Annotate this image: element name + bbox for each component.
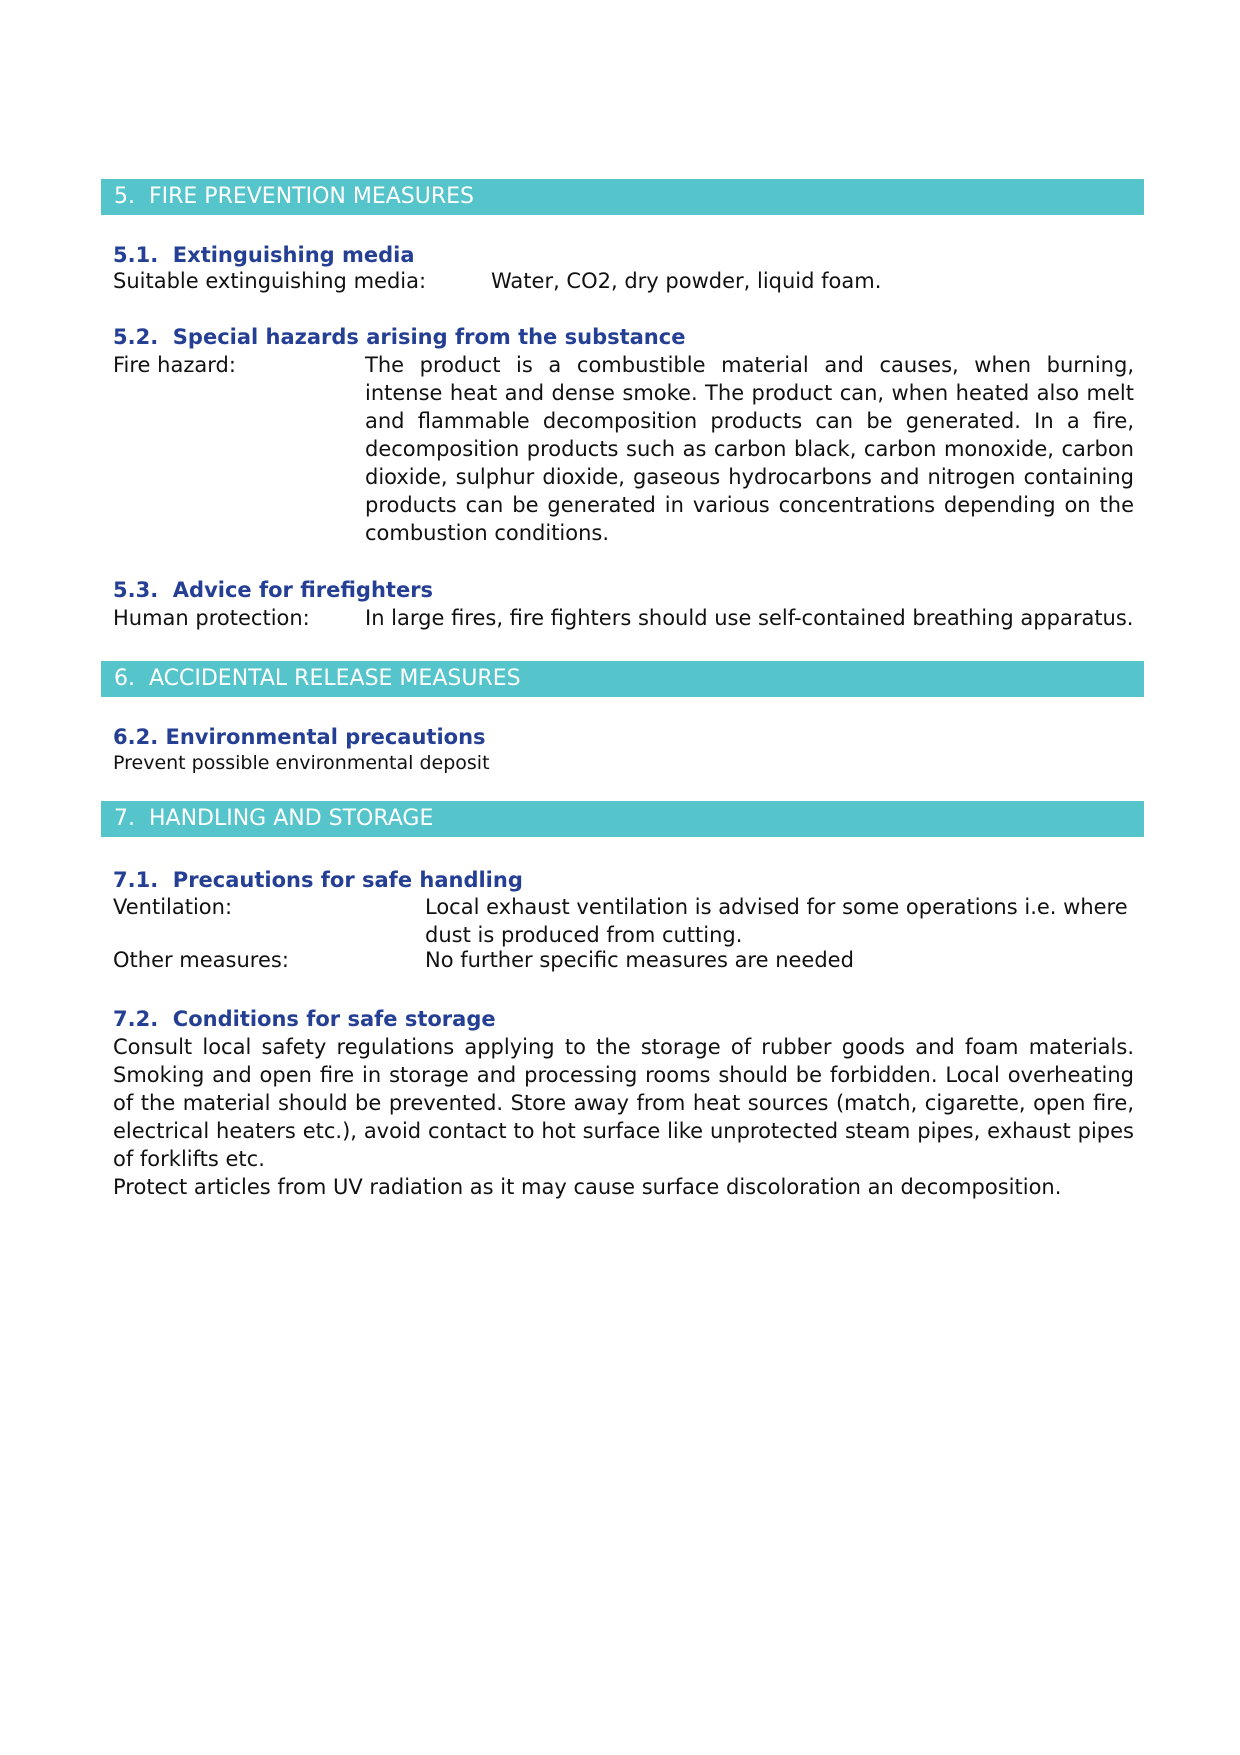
human-protection-label: Human protection: [113,606,310,630]
human-protection-value: In large fires, fire fighters should use self-contained breathing apparatus. [365,606,1134,630]
subsection-6-2-heading: 6.2. Environmental precautions [113,725,486,749]
subsection-5-2-heading: 5.2. Special hazards arising from the substance [113,325,686,349]
section-7-header: 7. HANDLING AND STORAGE [101,801,1144,837]
other-measures-label: Other measures: [113,948,289,972]
subsection-7-1-heading: 7.1. Precautions for safe handling [113,868,523,892]
other-measures-value: No further specific measures are needed [425,948,854,972]
section-6-header: 6. ACCIDENTAL RELEASE MEASURES [101,661,1144,697]
uv-protection-text: Protect articles from UV radiation as it may cause surface discoloration an decomposition. [113,1175,1062,1199]
ventilation-label: Ventilation: [113,895,233,919]
extinguishing-media-value: Water, CO2, dry powder, liquid foam. [491,269,882,293]
subsection-5-1-heading: 5.1. Extinguishing media [113,243,415,267]
ventilation-value: Local exhaust ventilation is advised for some operations i.e. where dust is produced from cutting. [425,895,1128,947]
subsection-5-3-heading: 5.3. Advice for firefighters [113,578,434,602]
fire-hazard-label: Fire hazard: [113,353,236,377]
extinguishing-media-label: Suitable extinguishing media: [113,269,427,293]
section-5-header: 5. FIRE PREVENTION MEASURES [101,179,1144,215]
environmental-precautions-text: Prevent possible environmental deposit [113,752,490,774]
subsection-7-2-heading: 7.2. Conditions for safe storage [113,1007,496,1031]
storage-conditions-text: Consult local safety regulations applying to the storage of rubber goods and foam materials. Smoking and open fire in storage and processing rooms should be forbidden. Local overheating of the material should be prevented. Store away from heat sources (match, cigarette, open fire, electrical heaters etc.), avoid contact to hot surface like unprotected steam pipes, exhaust pipes of forklifts etc. [113,1035,1134,1171]
fire-hazard-text: The product is a combustible material and causes, when burning, intense heat and dense smoke. The product can, when heated also melt and flammable decomposition products can be generated. In a fire, decomposition products such as carbon black, carbon monoxide, carbon dioxide, sulphur dioxide, gaseous hydrocarbons and nitrogen containing products can be generated in various concentrations depending on the combustion conditions. [365,353,1134,545]
